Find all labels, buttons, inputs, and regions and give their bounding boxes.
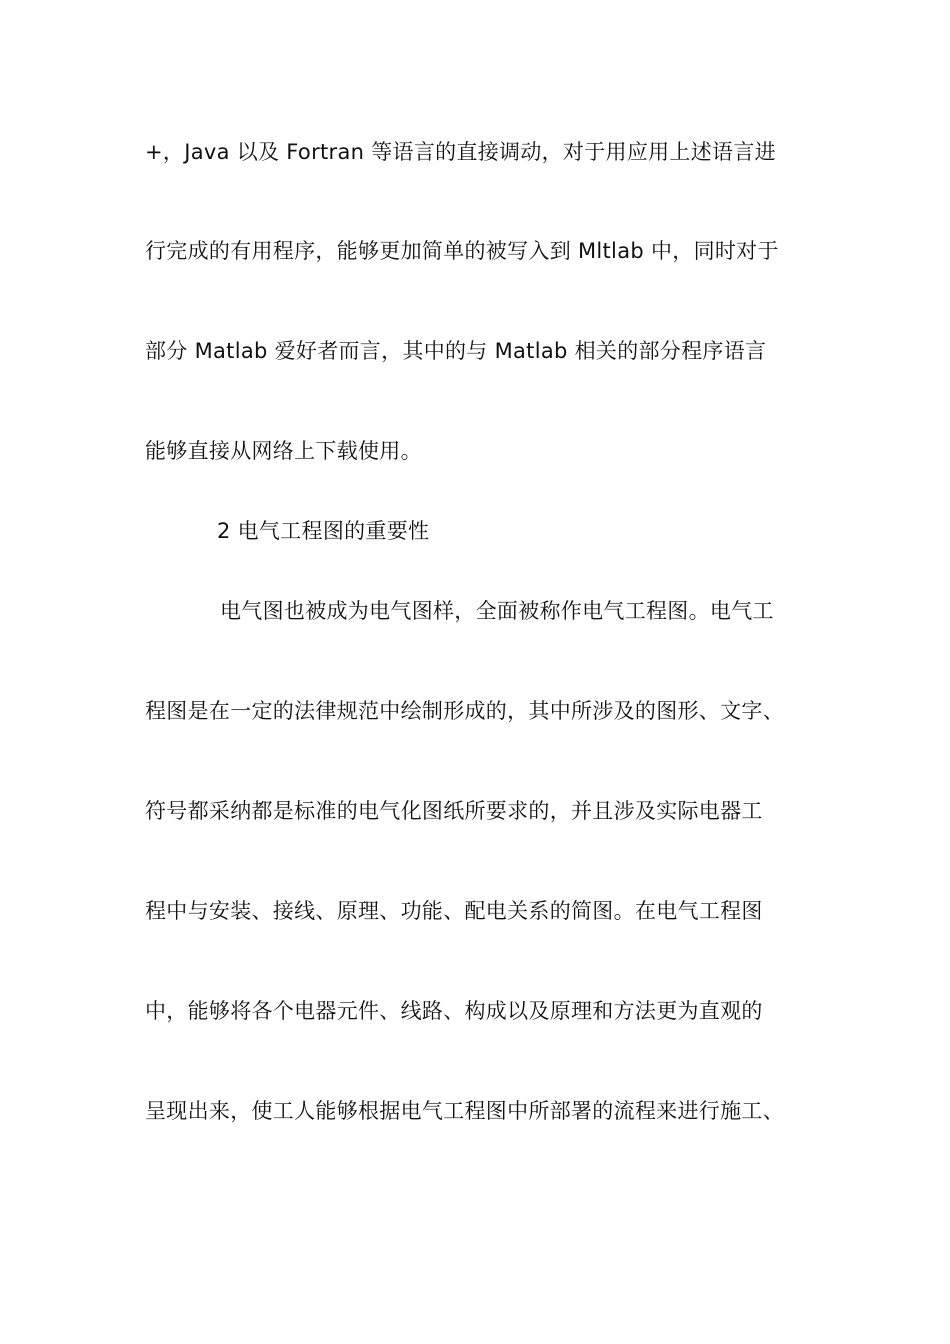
paragraph2-line-1: 电气图也被成为电气图样，全面被称作电气工程图。电气工 xyxy=(220,599,774,623)
paragraph1-line-1: +，Java 以及 Fortran 等语言的直接调动，对于用应用上述语言进 xyxy=(145,140,776,164)
paragraph1-line-4: 能够直接从网络上下载使用。 xyxy=(145,439,422,463)
paragraph1-line-3: 部分 Matlab 爱好者而言，其中的与 Matlab 相关的部分程序语言 xyxy=(145,339,767,363)
paragraph2-line-4: 程中与安装、接线、原理、功能、配电关系的简图。在电气工程图 xyxy=(145,899,763,923)
paragraph2-line-3: 符号都采纳都是标准的电气化图纸所要求的，并且涉及实际电器工 xyxy=(145,799,763,823)
section-heading: 2 电气工程图的重要性 xyxy=(217,519,430,543)
paragraph2-line-6: 呈现出来，使工人能够根据电气工程图中所部署的流程来进行施工、 xyxy=(145,1099,784,1123)
paragraph1-line-2: 行完成的有用程序，能够更加简单的被写入到 Mltlab 中，同时对于 xyxy=(145,239,779,263)
paragraph2-line-5: 中，能够将各个电器元件、线路、构成以及原理和方法更为直观的 xyxy=(145,999,763,1023)
paragraph2-line-2: 程图是在一定的法律规范中绘制形成的，其中所涉及的图形、文字、 xyxy=(145,699,784,723)
